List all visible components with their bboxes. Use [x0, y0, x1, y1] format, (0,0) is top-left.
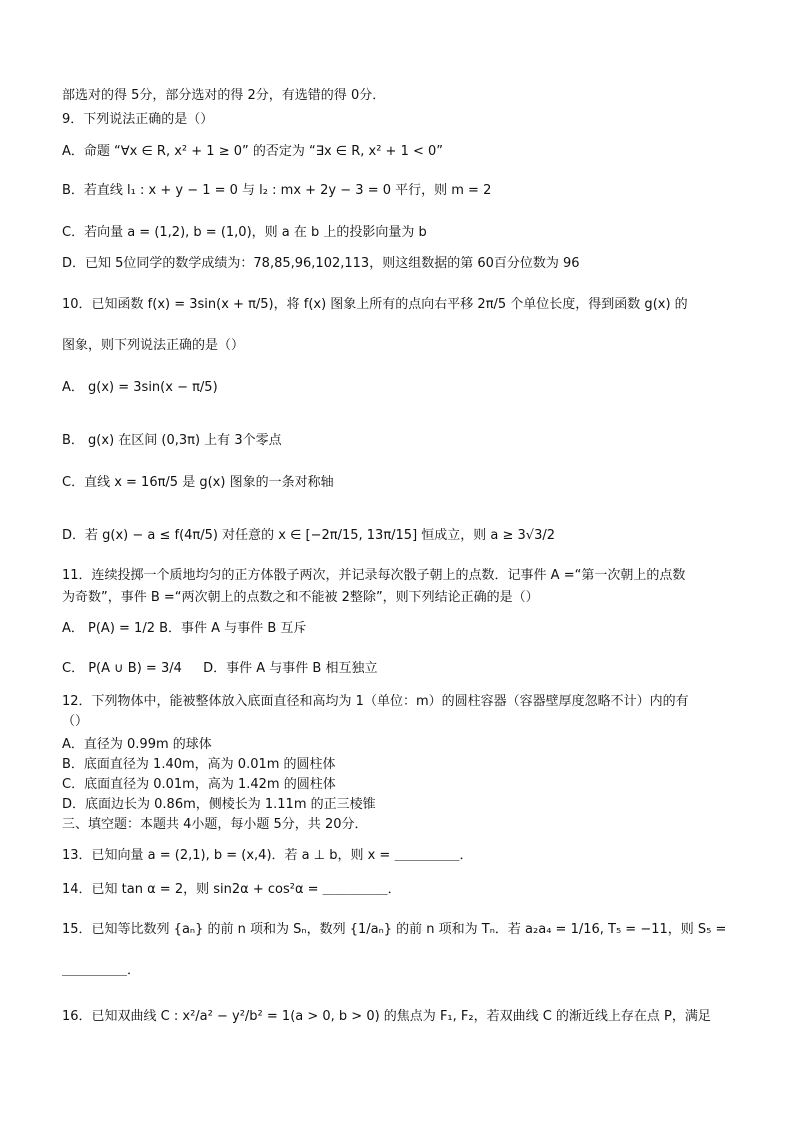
question-15-answer-blank: ＿＿＿＿＿．	[62, 963, 141, 978]
question-11-options-cd: C． P(A ∪ B) = 3/4 D．事件 A 与事件 B 相互独立	[62, 661, 378, 676]
question-12-option-a: A．直径为 0.99m 的球体	[62, 737, 212, 752]
question-15: 15．已知等比数列 {aₙ} 的前 n 项和为 Sₙ，数列 {1/aₙ} 的前 n 项和为 Tₙ．若 a₂a₄ = 1/16, T₅ = −11，则 S₅ =	[62, 922, 727, 937]
question-9-option-d: D．已知 5位同学的数学成绩为：78,85,96,102,113，则这组数据的第 60百分位数为 96	[62, 256, 580, 271]
question-12-option-d: D．底面边长为 0.86m，侧棱长为 1.11m 的正三棱锥	[62, 797, 376, 812]
question-12-option-b: B．底面直径为 1.40m，高为 0.01m 的圆柱体	[62, 757, 336, 772]
question-10-option-a: A． g(x) = 3sin(x − π/5)	[62, 380, 218, 395]
question-11-stem-cont: 为奇数”，事件 B =“两次朝上的点数之和不能被 2整除”，则下列结论正确的是（）	[62, 590, 539, 605]
question-9-option-c: C．若向量 a = (1,2), b = (1,0)，则 a 在 b 上的投影向量为 b	[62, 225, 427, 240]
question-11-options-ab: A． P(A) = 1/2 B．事件 A 与事件 B 互斥	[62, 621, 307, 636]
question-9-option-b: B．若直线 l₁ : x + y − 1 = 0 与 l₂ : mx + 2y − 3 = 0 平行，则 m = 2	[62, 183, 492, 198]
section-heading-fill-in: 三、填空题：本题共 4小题，每小题 5分，共 20分．	[62, 817, 368, 832]
question-11-stem: 11．连续投掷一个质地均匀的正方体骰子两次，并记录每次骰子朝上的点数．记事件 A =“第一次朝上的点数	[62, 568, 686, 583]
question-10-option-b: B． g(x) 在区间 (0,3π) 上有 3个零点	[62, 433, 282, 448]
question-10-stem: 10．已知函数 f(x) = 3sin(x + π/5)，将 f(x) 图象上所有的点向右平移 2π/5 个单位长度，得到函数 g(x) 的	[62, 297, 688, 312]
question-13: 13．已知向量 a = (2,1), b = (x,4)．若 a ⊥ b，则 x = ＿＿＿＿＿．	[62, 848, 473, 863]
question-12-option-c: C．底面直径为 0.01m，高为 1.42m 的圆柱体	[62, 777, 336, 792]
question-16-stem: 16．已知双曲线 C : x²/a² − y²/b² = 1(a > 0, b > 0) 的焦点为 F₁, F₂，若双曲线 C 的渐近线上存在点 P，满足	[62, 1009, 711, 1024]
question-14: 14．已知 tan α = 2，则 sin2α + cos²α = ＿＿＿＿＿．	[62, 882, 401, 897]
question-9-option-a: A．命题 “∀x ∈ R, x² + 1 ≥ 0” 的否定为 “∃x ∈ R, x² + 1 < 0”	[62, 144, 444, 159]
question-9-stem: 9．下列说法正确的是（）	[62, 112, 214, 127]
question-12-stem: 12．下列物体中，能被整体放入底面直径和高均为 1（单位：m）的圆柱容器（容器壁厚度忽略不计）内的有	[62, 694, 689, 709]
question-10-option-c: C．直线 x = 16π/5 是 g(x) 图象的一条对称轴	[62, 475, 334, 490]
text-line-prev-instructions: 部选对的得 5分，部分选对的得 2分，有选错的得 0分．	[62, 88, 386, 103]
question-12-stem-cont: （）	[62, 714, 89, 729]
question-10-option-d: D．若 g(x) − a ≤ f(4π/5) 对任意的 x ∈ [−2π/15, 13π/15] 恒成立，则 a ≥ 3√3/2	[62, 528, 556, 543]
question-10-stem-cont: 图象，则下列说法正确的是（）	[62, 338, 245, 353]
